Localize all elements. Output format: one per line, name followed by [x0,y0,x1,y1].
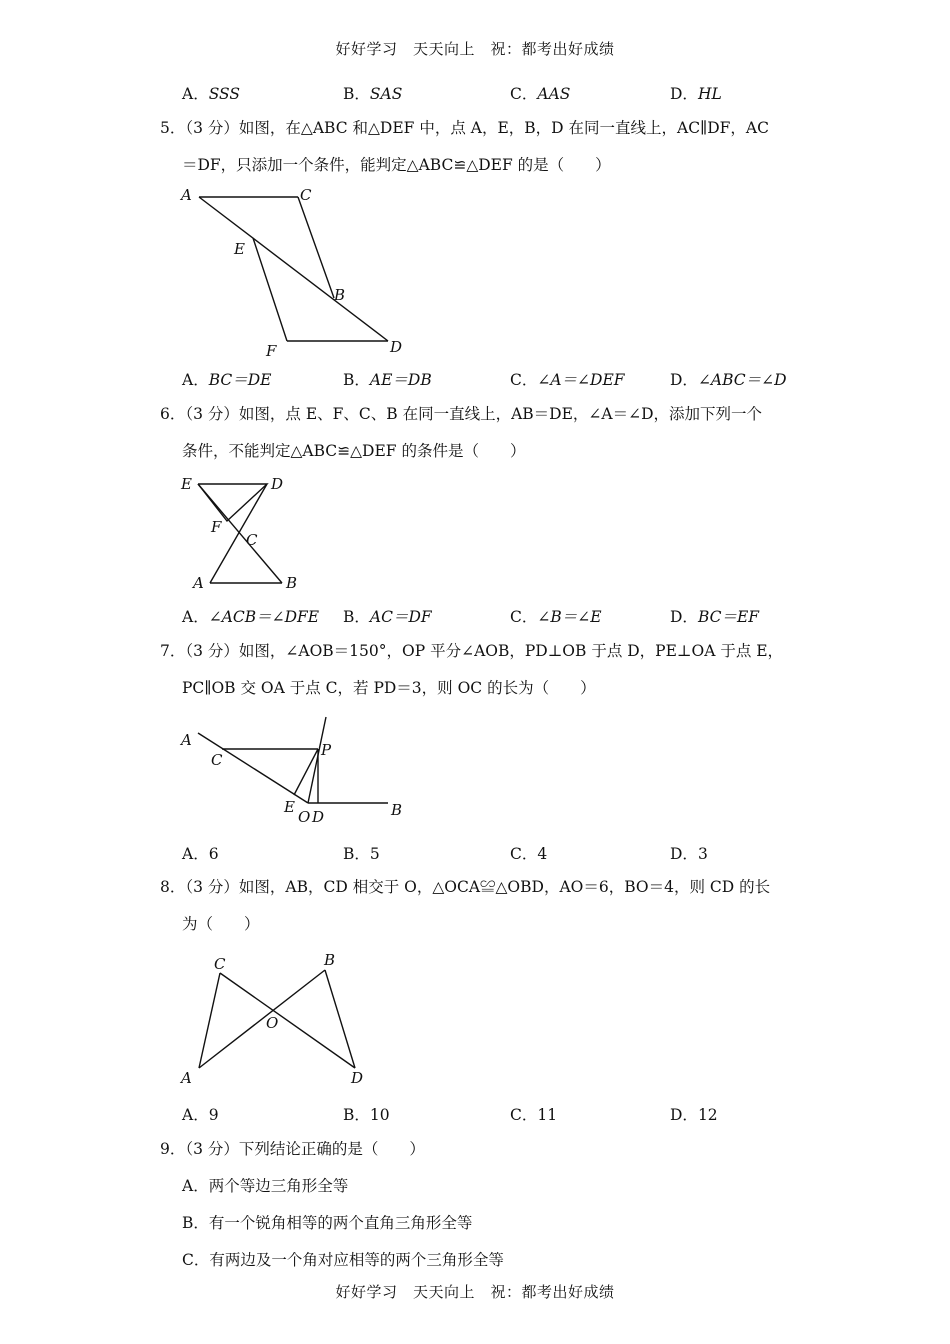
q9-option-a[interactable]: A．两个等边三角形全等 [182,1177,349,1195]
q8-label-c: C [214,955,226,973]
q8-stem-line1: 8．（3 分）如图，AB，CD 相交于 O，△OCA≌△OBD，AO＝6，BO＝4，则 CD 的长 [160,878,771,896]
q8-stem-line2: 为（ ） [182,915,260,933]
q9-option-b[interactable]: B．有一个锐角相等的两个直角三角形全等 [182,1214,473,1232]
option-value: 3 [697,845,708,863]
option-label: C． [510,608,538,626]
q7-label-a: A [181,731,192,749]
q5-stem-line2: ＝DF，只添加一个条件，能判定△ABC≌△DEF 的是（ ） [182,156,611,174]
option-value: ∠B＝∠E [537,608,602,626]
option-value: BC＝DE [208,371,272,389]
option-label: D． [670,371,698,389]
q7-label-e: E [284,798,295,816]
option-value: ∠A＝∠DEF [537,371,625,389]
q8-label-b: B [324,951,336,969]
option-value: 4 [537,845,548,863]
q7-stem-line2: PC∥OB 交 OA 于点 C，若 PD＝3，则 OC 的长为（ ） [182,679,596,697]
option-value: AC＝DF [369,608,432,626]
q6-stem-line2: 条件，不能判定△ABC≌△DEF 的条件是（ ） [182,442,526,460]
option-label: D． [670,845,698,863]
q8-segment-cd [220,973,355,1068]
q8-option-b[interactable] [343,1103,390,1125]
option-value: BC＝EF [697,608,760,626]
q9-option-c[interactable]: C．有两边及一个角对应相等的两个三角形全等 [182,1251,504,1269]
q8-label-o: O [266,1014,279,1032]
option-value: SAS [369,85,403,103]
option-label: A． [182,1106,209,1124]
page-footer: 好好学习 天天向上 祝：都考出好成绩 [335,1283,615,1301]
q8-option-c[interactable] [510,1103,557,1125]
page-header: 好好学习 天天向上 祝：都考出好成绩 [335,40,615,58]
q5-label-b: B [334,286,346,304]
q5-label-a: A [181,186,192,204]
option-value: SSS [208,85,241,103]
option-value: ∠ACB＝∠DFE [208,608,320,626]
q5-label-f: F [266,342,277,360]
option-value: 9 [208,1106,219,1124]
q6-stem-line1: 6．（3 分）如图，点 E、F、C、B 在同一直线上，AB＝DE，∠A＝∠D，添加下列一个 [160,405,762,423]
option-value: AAS [537,85,571,103]
option-value: ∠ABC＝∠D [697,371,787,389]
q8-option-d[interactable] [670,1103,718,1125]
q6-label-f: F [211,518,222,536]
option-label: A． [182,371,209,389]
q6-label-d: D [271,475,284,493]
option-label: A． [182,845,209,863]
option-label: D． [670,1106,698,1124]
option-label: D． [670,608,698,626]
q8-option-a[interactable] [182,1103,219,1125]
q6-label-e: E [181,475,192,493]
option-label: C． [510,371,538,389]
q7-label-d: D [312,808,325,826]
option-label: C． [510,85,538,103]
option-value: 5 [369,845,380,863]
q5-stem-line1: 5．（3 分）如图，在△ABC 和△DEF 中，点 A，E，B，D 在同一直线上，AC∥DF，AC [160,119,769,137]
option-label: B． [343,371,370,389]
q8-label-a: A [181,1069,192,1087]
q7-label-o: O [298,808,311,826]
q8-segment-bd [325,970,355,1068]
q7-label-b: B [391,801,403,819]
q5-label-e: E [234,240,245,258]
option-value: 10 [369,1106,390,1124]
option-value: HL [697,85,722,103]
q9-stem-line1: 9．（3 分）下列结论正确的是（ ） [160,1140,425,1158]
option-label: B． [343,85,370,103]
q6-label-b: B [286,574,298,592]
option-label: A． [182,85,209,103]
option-label: A． [182,608,209,626]
option-label: B． [343,608,370,626]
option-value: 12 [697,1106,718,1124]
q8-label-d: D [351,1069,364,1087]
q6-label-c: C [246,531,258,549]
option-value: 6 [208,845,219,863]
q5-label-c: C [300,186,312,204]
option-label: B． [343,1106,370,1124]
option-label: C． [510,845,538,863]
q7-label-p: P [321,741,332,759]
option-label: C． [510,1106,538,1124]
q7-stem-line1: 7．（3 分）如图，∠AOB＝150°，OP 平分∠AOB，PD⊥OB 于点 D，PE⊥OA 于点 E， [160,642,784,660]
option-value: AE＝DB [369,371,432,389]
q5-label-d: D [390,338,403,356]
q6-label-a: A [193,574,204,592]
option-label: B． [343,845,370,863]
q7-label-c: C [211,751,223,769]
option-value: 11 [537,1106,558,1124]
option-label: D． [670,85,698,103]
